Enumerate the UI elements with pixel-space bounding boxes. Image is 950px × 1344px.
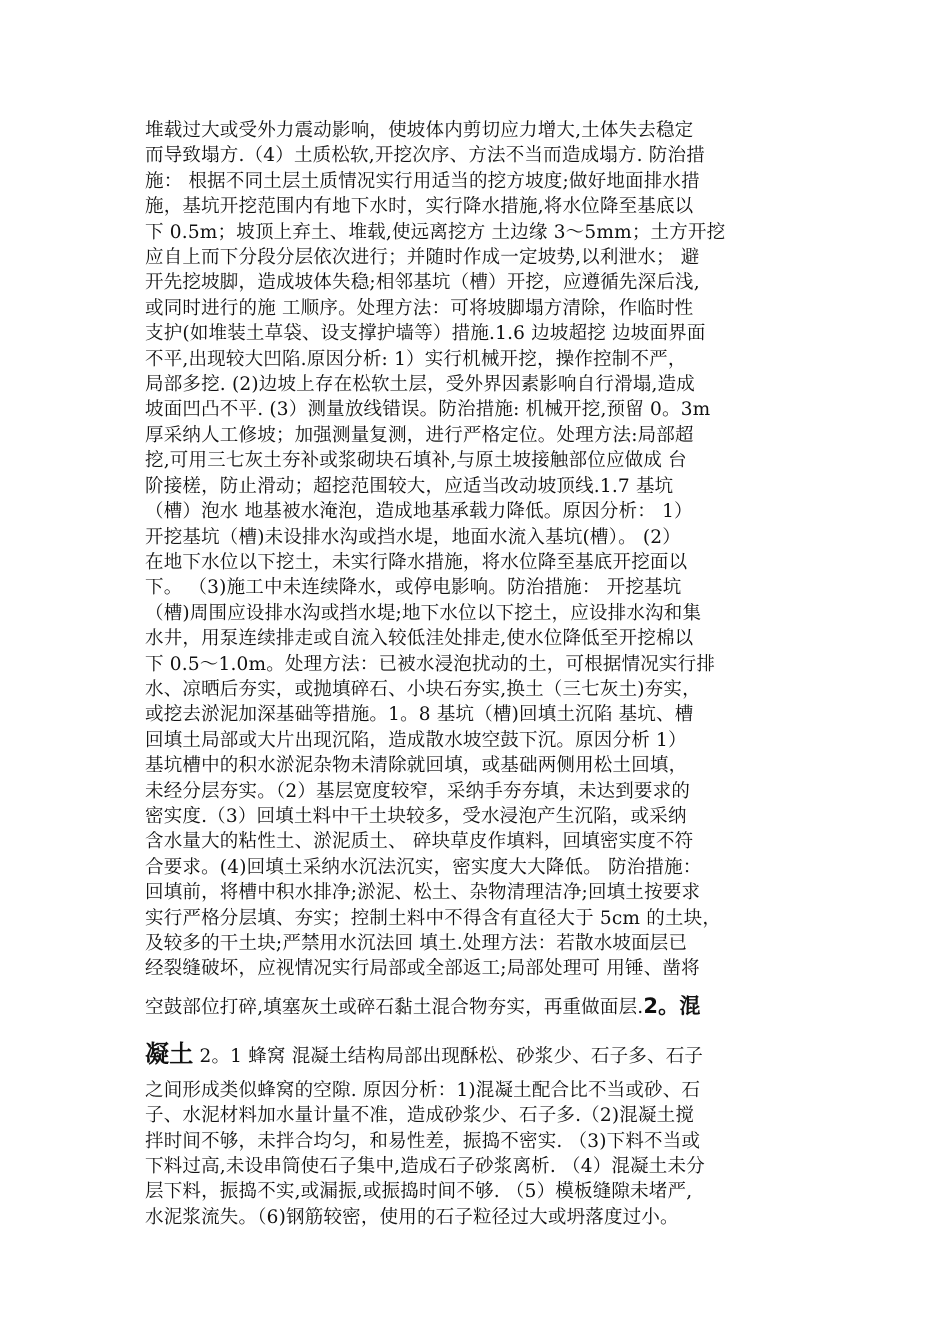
text-line: 水、凉晒后夯实，或抛填碎石、小块石夯实,换土（三七灰土)夯实， xyxy=(145,678,701,700)
text-line: 合要求。(4)回填土采纳水沉法沉实，密实度大大降低。 防治措施： xyxy=(145,856,702,878)
text-line: 水泥浆流失。（6)钢筋较密，使用的石子粒径过大或坍落度过小。 xyxy=(145,1206,679,1228)
text-line: 下料过高,未设串筒使石子集中,造成石子砂浆离析. （4）混凝土未分 xyxy=(145,1156,705,1178)
text-line: 含水量大的粘性土、淤泥质土、 碎块草皮作填料，回填密实度不符 xyxy=(145,831,694,853)
text-line-with-heading xyxy=(145,982,815,1030)
text-line: 应自上而下分段分层依次进行；并随时作成一定坡势,以利泄水； 避 xyxy=(145,247,700,269)
text-segment: 空鼓部位打碎,填塞灰土或碎石黏土混合物夯实，再重做面层. xyxy=(145,996,644,1018)
text-line-with-heading xyxy=(145,1030,815,1078)
text-line: 开挖基坑（槽)未设排水沟或挡水堤，地面水流入基坑(槽）。 (2） xyxy=(145,526,681,548)
text-line: 未经分层夯实。（2）基层宽度较窄，采纳手夯夯填，未达到要求的 xyxy=(145,780,691,802)
text-line: 经裂缝破坏，应视情况实行局部或全部返工;局部处理可 用锤、凿将 xyxy=(145,958,700,980)
text-line: 基坑槽中的积水淤泥杂物未清除就回填，或基础两侧用松土回填， xyxy=(145,755,688,777)
text-line: 下。 （3)施工中未连续降水，或停电影响。防治措施： 开挖基坑 xyxy=(145,577,682,599)
text-line: 及较多的干土块;严禁用水沉法回 填土.处理方法：若散水坡面层已 xyxy=(145,933,688,954)
text-line: 挖,可用三七灰土夯补或浆砌块石填补,与原土坡接触部位应做成 台 xyxy=(145,450,687,472)
text-line: 施，基坑开挖范围内有地下水时，实行降水措施,将水位降至基底以 xyxy=(145,196,694,218)
text-line: 局部多挖. (2)边坡上存在松软土层，受外界因素影响自行滑塌,造成 xyxy=(145,374,695,396)
text-line: 堆载过大或受外力震动影响，使坡体内剪切应力增大,土体失去稳定 xyxy=(145,120,694,141)
text-line: 层下料，振捣不实,或漏振,或振捣时间不够. （5）模板缝隙未堵严, xyxy=(145,1181,693,1203)
text-line: 回填前，将槽中积水排净;淤泥、松土、杂物清理洁净;回填土按要求 xyxy=(145,882,701,904)
text-line: 下 0.5m；坡顶上弃土、堆载,使远离挖方 土边缘 3～5mm；土方开挖 xyxy=(145,221,726,243)
text-line: 实行严格分层填、夯实；控制土料中不得含有直径大于 5cm 的土块， xyxy=(145,907,722,929)
text-line: 拌时间不够，未拌合均匀，和易性差，振捣不密实. （3)下料不当或 xyxy=(145,1130,701,1152)
text-line: 施： 根据不同土层土质情况实行用适当的挖方坡度;做好地面排水措 xyxy=(145,170,700,192)
section-heading: 2。混 xyxy=(643,993,701,1018)
text-line: 密实度.（3）回填土料中干土块较多，受水浸泡产生沉陷，或采纳 xyxy=(145,805,687,827)
text-line: 之间形成类似蜂窝的空隙. 原因分析：1)混凝土配合比不当或砂、石 xyxy=(145,1079,701,1101)
text-line: （槽)周围应设排水沟或挡水堤;地下水位以下挖土，应设排水沟和集 xyxy=(145,602,702,624)
text-line: （槽）泡水 地基被水淹泡，造成地基承载力降低。原因分析： 1） xyxy=(145,501,693,523)
text-line: 回填土局部或大片出现沉陷，造成散水坡空鼓下沉。原因分析 1） xyxy=(145,729,687,751)
text-line: 厚采纳人工修坡；加强测量复测，进行严格定位。处理方法:局部超 xyxy=(145,424,694,446)
text-line: 开先挖坡脚，造成坡体失稳;相邻基坑（槽）开挖，应遵循先深后浅, xyxy=(145,272,700,294)
text-line: 支护(如堆装土草袋、设支撑护墙等）措施.1.6 边坡超挖 边坡面界面 xyxy=(145,323,706,345)
body-text xyxy=(145,118,815,1230)
text-line: 不平,出现较大凹陷.原因分析: 1）实行机械开挖，操作控制不严， xyxy=(145,348,687,370)
text-segment: 2。1 蜂窝 混凝土结构局部出现酥松、砂浆少、石子多、石子 xyxy=(193,1045,704,1067)
text-line: 下 0.5～1.0m。处理方法：已被水浸泡扰动的土，可根据情况实行排 xyxy=(145,653,716,675)
text-line: 坡面凹凸不平. (3）测量放线错误。防治措施: 机械开挖,预留 0。3m xyxy=(145,399,711,421)
section-heading: 凝土 xyxy=(145,1039,194,1068)
text-line: 水井，用泵连续排走或自流入较低洼处排走,使水位降低至开挖棉以 xyxy=(145,628,694,650)
text-line: 或同时进行的施 工顺序。处理方法：可将坡脚塌方清除，作临时性 xyxy=(145,297,694,319)
text-line: 而导致塌方.（4）土质松软,开挖次序、方法不当而造成塌方. 防治措 xyxy=(145,145,705,167)
text-line: 子、水泥材料加水量计量不准，造成砂浆少、石子多.（2)混凝土搅 xyxy=(145,1105,695,1127)
text-line: 在地下水位以下挖土，未实行降水措施，将水位降至基底开挖面以 xyxy=(145,551,688,573)
text-line: 阶接槎，防止滑动；超挖范围较大，应适当改动坡顶线.1.7 基坑 xyxy=(145,475,674,497)
text-line: 或挖去淤泥加深基础等措施。1。8 基坑（槽)回填土沉陷 基坑、槽 xyxy=(145,704,694,726)
